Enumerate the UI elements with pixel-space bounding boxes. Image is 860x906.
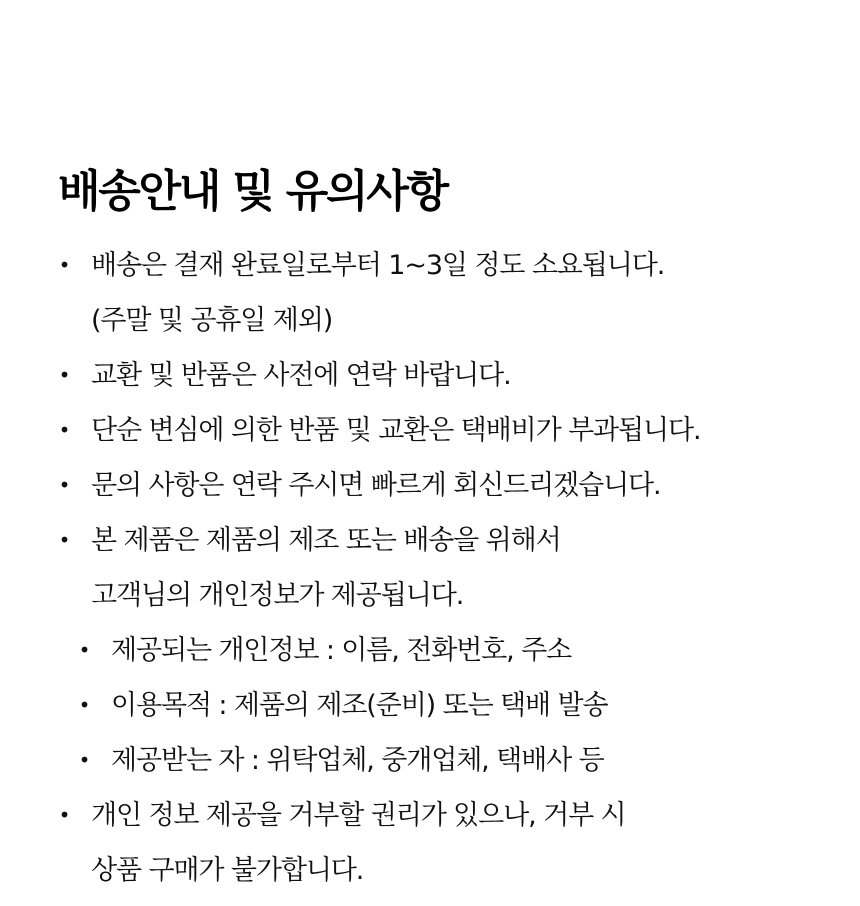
item-text: 문의 사항은 연락 주시면 빠르게 회신드리겠습니다.	[91, 470, 661, 501]
sublist-item	[58, 623, 848, 678]
item-text: 본 제품은 제품의 제조 또는 배송을 위해서	[91, 525, 561, 556]
bullet-icon: •	[58, 253, 70, 277]
item-text: 배송은 결재 완료일로부터 1~3일 정도 소요됩니다.	[91, 250, 665, 281]
list-item	[58, 788, 848, 898]
page-title: 배송안내 및 유의사항	[58, 166, 447, 217]
list-item	[58, 513, 848, 623]
bullet-icon: •	[58, 418, 70, 442]
notice-list	[58, 238, 848, 623]
list-item	[58, 348, 848, 403]
bullet-icon: •	[78, 693, 90, 717]
subitem-text: 이용목적 : 제품의 제조(준비) 또는 택배 발송	[111, 690, 608, 721]
subitem-text: 제공받는 자 : 위탁업체, 중개업체, 택배사 등	[111, 745, 604, 776]
bullet-icon: •	[58, 803, 70, 827]
item-text: 단순 변심에 의한 반품 및 교환은 택배비가 부과됩니다.	[91, 415, 701, 446]
subitem-text: 제공되는 개인정보 : 이름, 전화번호, 주소	[111, 635, 572, 666]
item-text: 고객님의 개인정보가 제공됩니다.	[91, 580, 464, 611]
item-text: 개인 정보 제공을 거부할 권리가 있으나, 거부 시	[91, 800, 626, 831]
item-text: 교환 및 반품은 사전에 연락 바랍니다.	[91, 360, 511, 391]
bullet-icon: •	[58, 528, 70, 552]
list-item	[58, 403, 848, 458]
sublist-item	[58, 678, 848, 733]
personal-info-sublist	[58, 623, 848, 788]
item-text: (주말 및 공휴일 제외)	[91, 305, 333, 336]
bullet-icon: •	[58, 363, 70, 387]
bullet-icon: •	[78, 748, 90, 772]
shipping-notice	[58, 160, 848, 898]
notice-list-continued	[58, 788, 848, 898]
bullet-icon: •	[58, 473, 70, 497]
list-item	[58, 238, 848, 348]
sublist-item	[58, 733, 848, 788]
list-item	[58, 458, 848, 513]
bullet-icon: •	[78, 638, 90, 662]
item-text: 상품 구매가 불가합니다.	[91, 855, 364, 886]
